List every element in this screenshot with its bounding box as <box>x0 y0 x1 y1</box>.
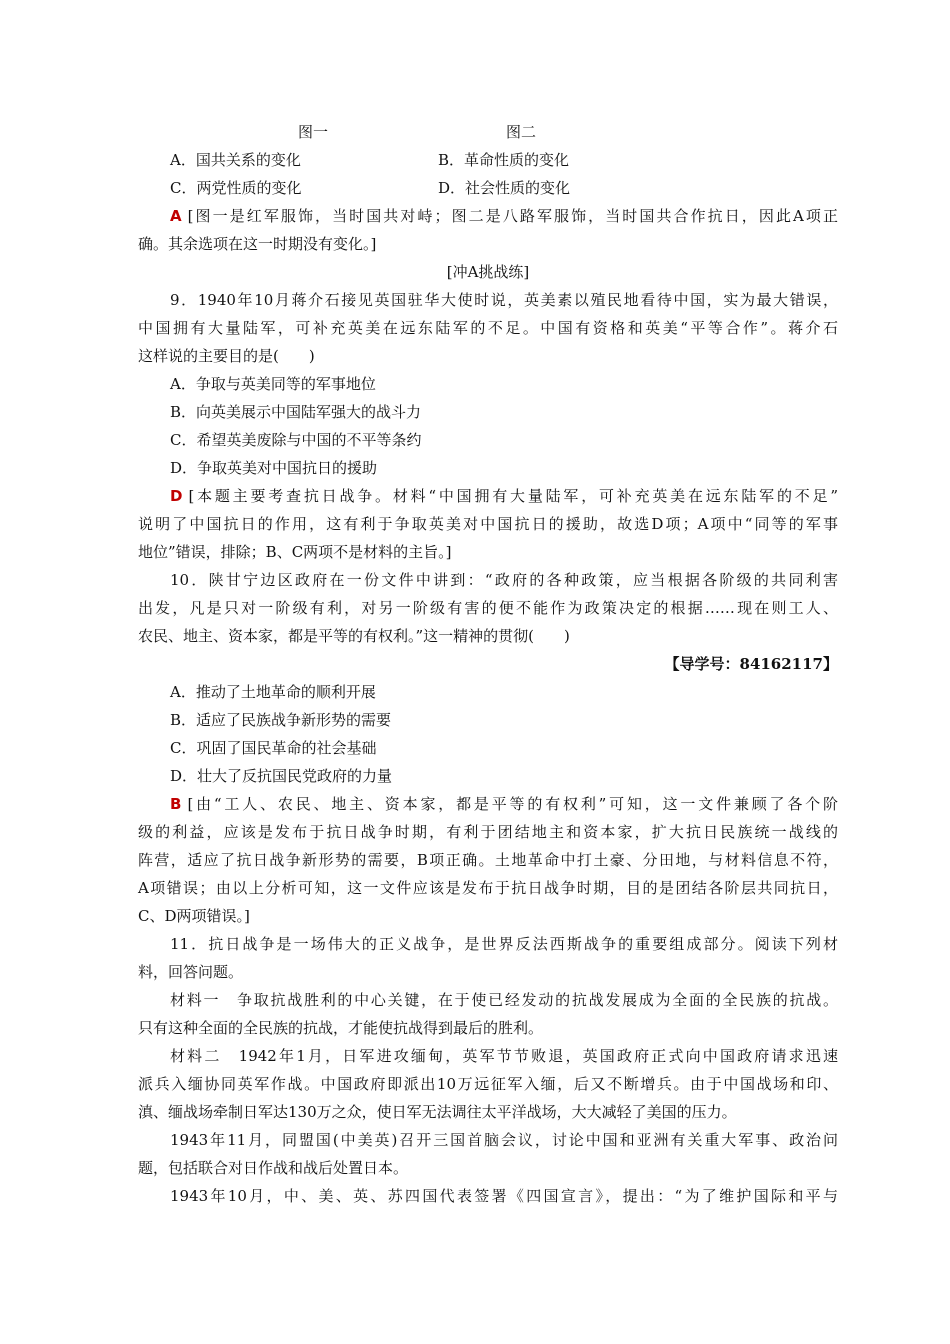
q10-stem-line-2: 出发，凡是只对一阶级有利，对另一阶级有害的便不能作为政策决定的根据……现在则工人、 <box>138 599 838 617</box>
q11-material2-line-1: 材料二 1942年1月，日军进攻缅甸，英军节节败退，英国政府正式向中国政府请求迅速 <box>170 1047 838 1065</box>
q8-option-c: C．两党性质的变化 <box>170 179 302 197</box>
q9-explanation-line-3: 地位”错误，排除；B、C两项不是材料的主旨。] <box>138 543 452 561</box>
q11-material1-line-1: 材料一 争取抗战胜利的中心关键，在于使已经发动的抗战发展成为全面的全民族的抗战。 <box>170 991 838 1009</box>
section-title: [冲A挑战练] <box>446 263 530 281</box>
q10-answer: B <box>170 795 182 813</box>
q8-explanation-line-1: A [图一是红军服饰，当时国共对峙；图二是八路军服饰，当时国共合作抗日，因此A项正 <box>170 207 838 225</box>
q11-stem-line-2: 料，回答问题。 <box>138 963 244 981</box>
q9-option-d: D．争取英美对中国抗日的援助 <box>170 459 378 477</box>
q9-explanation-line-1: D [本题主要考查抗日战争。材料“中国拥有大量陆军，可补充英美在远东陆军的不足” <box>170 487 838 505</box>
q10-option-d: D．壮大了反抗国民党政府的力量 <box>170 767 393 785</box>
q10-stem-line-1: 10．陕甘宁边区政府在一份文件中讲到：“政府的各种政策，应当根据各阶级的共同利害 <box>170 571 838 589</box>
q11-material2-line-3: 滇、缅战场牵制日军达130万之众，使日军无法调往太平洋战场，大大减轻了美国的压力。 <box>138 1103 737 1121</box>
q9-option-c: C．希望英美废除与中国的不平等条约 <box>170 431 422 449</box>
q9-answer: D <box>170 487 183 505</box>
figure-2-caption: 图二 <box>506 123 537 141</box>
q10-explanation-line-2: 级的利益，应该是发布于抗日战争时期，有利于团结地主和资本家，扩大抗日民族统一战线的 <box>138 823 838 841</box>
q11-para3-line-1: 1943年11月，同盟国(中美英)召开三国首脑会议，讨论中国和亚洲有关重大军事、政治问 <box>170 1131 838 1149</box>
q10-option-c: C．巩固了国民革命的社会基础 <box>170 739 377 757</box>
q10-option-a: A．推动了土地革命的顺利开展 <box>170 683 376 701</box>
q10-option-b: B．适应了民族战争新形势的需要 <box>170 711 392 729</box>
q8-explanation-line-2: 确。其余选项在这一时期没有变化。] <box>138 235 377 253</box>
q8-options-row-1 <box>170 146 870 174</box>
q9-explanation-line-2: 说明了中国抗日的作用，这有利于争取英美对中国抗日的援助，故选D项；A项中“同等的军事 <box>138 515 838 533</box>
q10-stem-line-3: 农民、地主、资本家，都是平等的有权利。”这一精神的贯彻( ) <box>138 627 570 645</box>
q8-answer: A <box>170 207 182 225</box>
q8-option-a: A．国共关系的变化 <box>170 151 301 169</box>
q11-para3-line-2: 题，包括联合对日作战和战后处置日本。 <box>138 1159 409 1177</box>
q9-stem-line-1: 9．1940年10月蒋介石接见英国驻华大使时说，英美素以殖民地看待中国，实为最大错误， <box>170 291 838 309</box>
q11-material2-line-2: 派兵入缅协同英军作战。中国政府即派出10万远征军入缅，后又不断增兵。由于中国战场和印、 <box>138 1075 838 1093</box>
figure-1-caption: 图一 <box>298 123 329 141</box>
q11-material1-line-2: 只有这种全面的全民族的抗战，才能使抗战得到最后的胜利。 <box>138 1019 544 1037</box>
q9-option-b: B．向英美展示中国陆军强大的战斗力 <box>170 403 422 421</box>
q11-para4-line-1: 1943年10月，中、美、英、苏四国代表签署《四国宣言》，提出：“为了维护国际和平与 <box>170 1187 838 1205</box>
q9-option-a: A．争取与英美同等的军事地位 <box>170 375 376 393</box>
q8-option-b: B．革命性质的变化 <box>438 151 570 169</box>
q8-options-row-2 <box>170 174 870 202</box>
q10-explanation-line-3: 阵营，适应了抗日战争新形势的需要，B项正确。土地革命中打土豪、分田地，与材料信息不符， <box>138 851 838 869</box>
q8-option-d: D．社会性质的变化 <box>438 179 571 197</box>
q11-stem-line-1: 11．抗日战争是一场伟大的正义战争，是世界反法西斯战争的重要组成部分。阅读下列材 <box>170 935 838 953</box>
q10-explanation-line-4: A项错误；由以上分析可知，这一文件应该是发布于抗日战争时期，目的是团结各阶层共同抗日， <box>138 879 838 897</box>
q10-explanation-line-5: C、D两项错误。] <box>138 907 250 925</box>
q10-explanation-line-1: B [由“工人、农民、地主、资本家，都是平等的有权利”可知，这一文件兼顾了各个阶 <box>170 795 838 813</box>
q9-stem-line-3: 这样说的主要目的是( ) <box>138 347 315 365</box>
guide-number: 【导学号：84162117】 <box>664 655 838 673</box>
q9-stem-line-2: 中国拥有大量陆军，可补充英美在远东陆军的不足。中国有资格和英美“平等合作”。蒋介石 <box>138 319 838 337</box>
